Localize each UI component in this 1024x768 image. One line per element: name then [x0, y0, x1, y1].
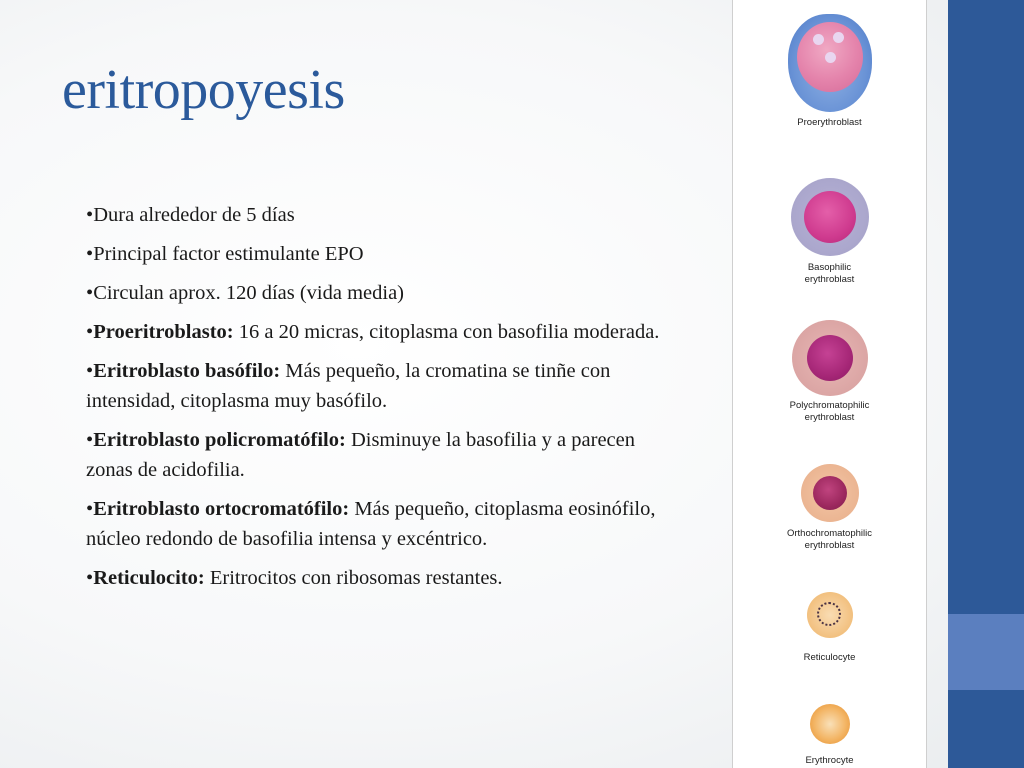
- orthochromatophilic-erythroblast-cell: [801, 464, 859, 522]
- bullet-term: Eritroblasto policromatófilo:: [93, 429, 346, 451]
- cell-nucleus: [813, 476, 847, 510]
- bullet-item: [86, 239, 686, 269]
- nucleolus: [813, 34, 824, 45]
- polychromatophilic-erythroblast-cell: [792, 320, 868, 396]
- proerythroblast-cell: [788, 14, 872, 112]
- bullet-text: 16 a 20 micras, citoplasma con basofilia moderada.: [233, 321, 660, 343]
- bullet-item: [86, 317, 686, 347]
- erythrocyte-cell: [810, 704, 850, 744]
- erythropoiesis-figure: [732, 0, 927, 768]
- bullet-term: Eritroblasto basófilo:: [93, 360, 281, 382]
- bullet-term: Proeritroblasto:: [93, 321, 234, 343]
- bullet-item: [86, 494, 686, 554]
- nucleolus: [825, 52, 836, 63]
- bullet-item: [86, 563, 686, 593]
- bullet-item: [86, 200, 686, 230]
- bullet-item: [86, 356, 686, 416]
- reticulocyte-cell: [807, 592, 853, 638]
- bullet-text: Más pequeño, la cromatina se tinñe con intensidad, citoplasma muy basófilo.: [86, 360, 611, 412]
- stage-label: Proerythroblast: [797, 117, 862, 128]
- basophilic-erythroblast-cell: [791, 178, 869, 256]
- stage-label: Polychromatophilic erythroblast: [789, 400, 870, 423]
- bullet-text: Más pequeño, citoplasma eosinófilo, núcleo redondo de basofilia intensa y excéntrico.: [86, 498, 656, 550]
- bullet-item: [86, 425, 686, 485]
- stage-label: Reticulocyte: [803, 652, 856, 663]
- bullet-term: Eritroblasto ortocromatófilo:: [93, 498, 350, 520]
- bullet-list: [86, 200, 686, 602]
- bullet-text: Eritrocitos con ribosomas restantes.: [204, 567, 503, 589]
- bullet-text: Dura alrededor de 5 días: [93, 204, 295, 226]
- bullet-text: Circulan aprox. 120 días (vida media): [93, 282, 405, 304]
- reticulum-network: [817, 602, 841, 626]
- cell-nucleus: [807, 335, 853, 381]
- cell-nucleus: [797, 22, 863, 92]
- slide-title: eritropoyesis: [62, 59, 345, 121]
- stage-label: Erythrocyte: [805, 755, 854, 766]
- bullet-text: Disminuye la basofilia y a parecen zonas de acidofilia.: [86, 429, 635, 481]
- bullet-text: Principal factor estimulante EPO: [93, 243, 364, 265]
- stage-label: Basophilic erythroblast: [804, 262, 855, 285]
- decorative-sidebar-accent: [948, 614, 1024, 690]
- cell-nucleus: [804, 191, 856, 243]
- bullet-term: Reticulocito:: [93, 567, 205, 589]
- nucleolus: [833, 32, 844, 43]
- stage-label: Orthochromatophilic erythroblast: [786, 528, 872, 551]
- bullet-item: [86, 278, 686, 308]
